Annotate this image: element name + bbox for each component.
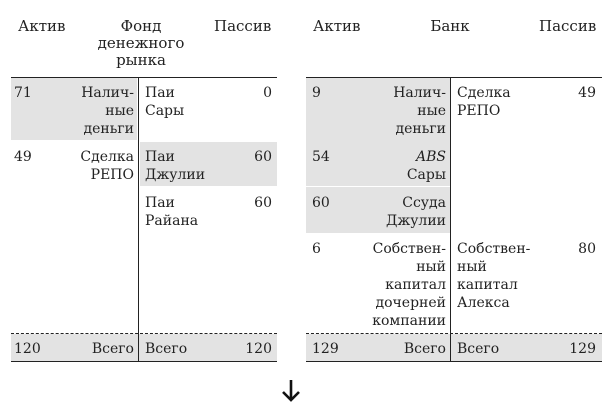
bank-row2-asset-value: 54 [312,149,330,165]
fund-top-rule [11,77,277,78]
bank-row4-asset-label: Собствен- ный капитал дочерней компании [372,241,446,329]
bank-row1-liab-value: 49 [578,85,596,101]
fund-row1-asset-label: Налич- ные деньги [81,85,134,137]
bank-total-asset-label: Всего [403,341,446,357]
bank-row4-asset-value: 6 [312,241,321,257]
fund-row1-asset-value: 71 [14,85,32,101]
fund-total-divider [11,333,277,334]
fund-row2-liab-label: Паи Джулии [145,149,206,183]
bank-liabilities-header: Пассив [539,17,597,35]
bank-total-liab-value: 129 [569,341,596,357]
fund-row3-liab-value: 60 [254,195,272,211]
bank-row2-asset-label [370,148,446,184]
bank-bottom-rule [306,361,602,362]
bank-center-rule [450,77,451,361]
fund-assets-header: Актив [18,17,66,35]
fund-liabilities-header: Пассив [214,17,272,35]
fund-row1-liab-label: Паи Сары [145,85,185,119]
fund-row2-asset-value: 49 [14,149,32,165]
arrow-down-icon [279,378,303,404]
fund-total-liab-value: 120 [245,341,272,357]
bank-row3-asset-value: 60 [312,195,330,211]
bank-assets-header: Актив [313,17,361,35]
fund-total-liab-label: Всего [145,341,188,357]
fund-total-asset-value: 120 [14,341,41,357]
bank-title: Банк [430,17,470,35]
bank-row4-liab-label: Собствен- ный капитал Алекса [457,241,531,311]
fund-total-asset-label: Всего [91,341,134,357]
fund-row3-liab-label: Паи Райана [145,195,199,229]
fund-title: Фонд денежного рынка [97,17,185,69]
fund-row2-asset-label: Сделка РЕПО [80,149,134,183]
bank-row1-liab-label: Сделка РЕПО [457,85,511,119]
bank-total-asset-value: 129 [312,341,339,357]
bank-row2-owner-label: Сары [406,167,446,183]
bank-row3-asset-label: Ссуда Джулии [385,195,446,229]
bank-total-liab-label: Всего [457,341,500,357]
bank-row2-abs-label: ABS [416,149,446,165]
fund-row2-liab-value: 60 [254,149,272,165]
bank-row1-asset-label: Налич- ные деньги [393,85,446,137]
bank-top-rule [306,77,602,78]
fund-row1-liab-value: 0 [263,85,272,101]
fund-center-rule [138,77,139,361]
bank-total-divider [306,333,602,334]
fund-bottom-rule [11,361,277,362]
bank-row4-liab-value: 80 [578,241,596,257]
bank-row1-asset-value: 9 [312,85,321,101]
